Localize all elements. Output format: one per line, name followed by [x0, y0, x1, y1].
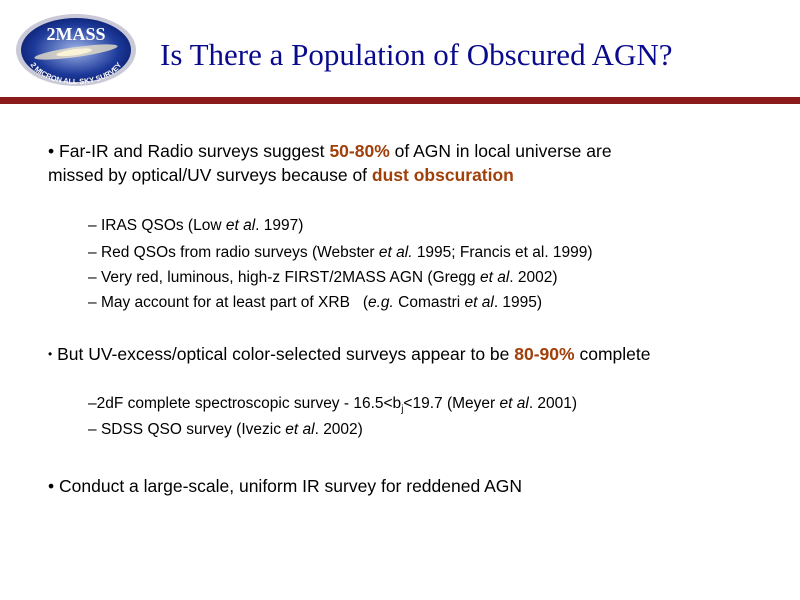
bullet-2-pre: But UV-excess/optical color-selected surveys appear to be: [57, 344, 510, 364]
bullet-1: [48, 139, 612, 163]
2mass-logo: [14, 12, 138, 88]
bullet-1-highlight-1: 50-80%: [329, 141, 390, 161]
sub-item-first-2mass: – Very red, luminous, high-z FIRST/2MASS AGN (Gregg et al. 2002): [88, 269, 558, 286]
logo-ring-text: 2 MICRON ALL SKY SURVEY: [28, 60, 124, 87]
bullet-1-mid: of AGN in local universe are: [394, 141, 612, 161]
bullet-2: [48, 342, 650, 366]
title-divider: [0, 97, 800, 104]
bullet-1-highlight-2: dust obscuration: [371, 165, 514, 185]
bullet-2-highlight: 80-90%: [514, 344, 575, 364]
bullet-1-line2-text: missed by optical/UV surveys because of: [48, 165, 368, 185]
sub-item-iras: – IRAS QSOs (Low et al. 1997): [88, 217, 304, 234]
sub-item-xrb: – May account for at least part of XRB (e.g. Comastri et al. 1995): [88, 294, 543, 311]
bullet-1-pre: Far-IR and Radio surveys suggest: [59, 141, 325, 161]
bullet-2-post: complete: [579, 344, 651, 364]
bullet-1-line-2: [48, 163, 514, 187]
bullet-2-dot: •: [48, 347, 53, 361]
sub-item-red-qsos: – Red QSOs from radio surveys (Webster et al. 1995; Francis et al. 1999): [88, 244, 593, 261]
sub-item-sdss: – SDSS QSO survey (Ivezic et al. 2002): [88, 421, 363, 438]
bullet-3: [48, 474, 522, 498]
slide-title: Is There a Population of Obscured AGN?: [160, 37, 673, 72]
logo-title: 2MASS: [46, 24, 106, 44]
bullet-1-dot: •: [48, 141, 55, 161]
bullet-3-dot: •: [48, 476, 55, 496]
sub-item-2df: –2dF complete spectroscopic survey - $16.5<b_j<19.7$ (Meyer et al. 2001): [88, 395, 578, 416]
bullet-3-text: Conduct a large-scale, uniform IR survey for reddened AGN: [59, 476, 523, 496]
